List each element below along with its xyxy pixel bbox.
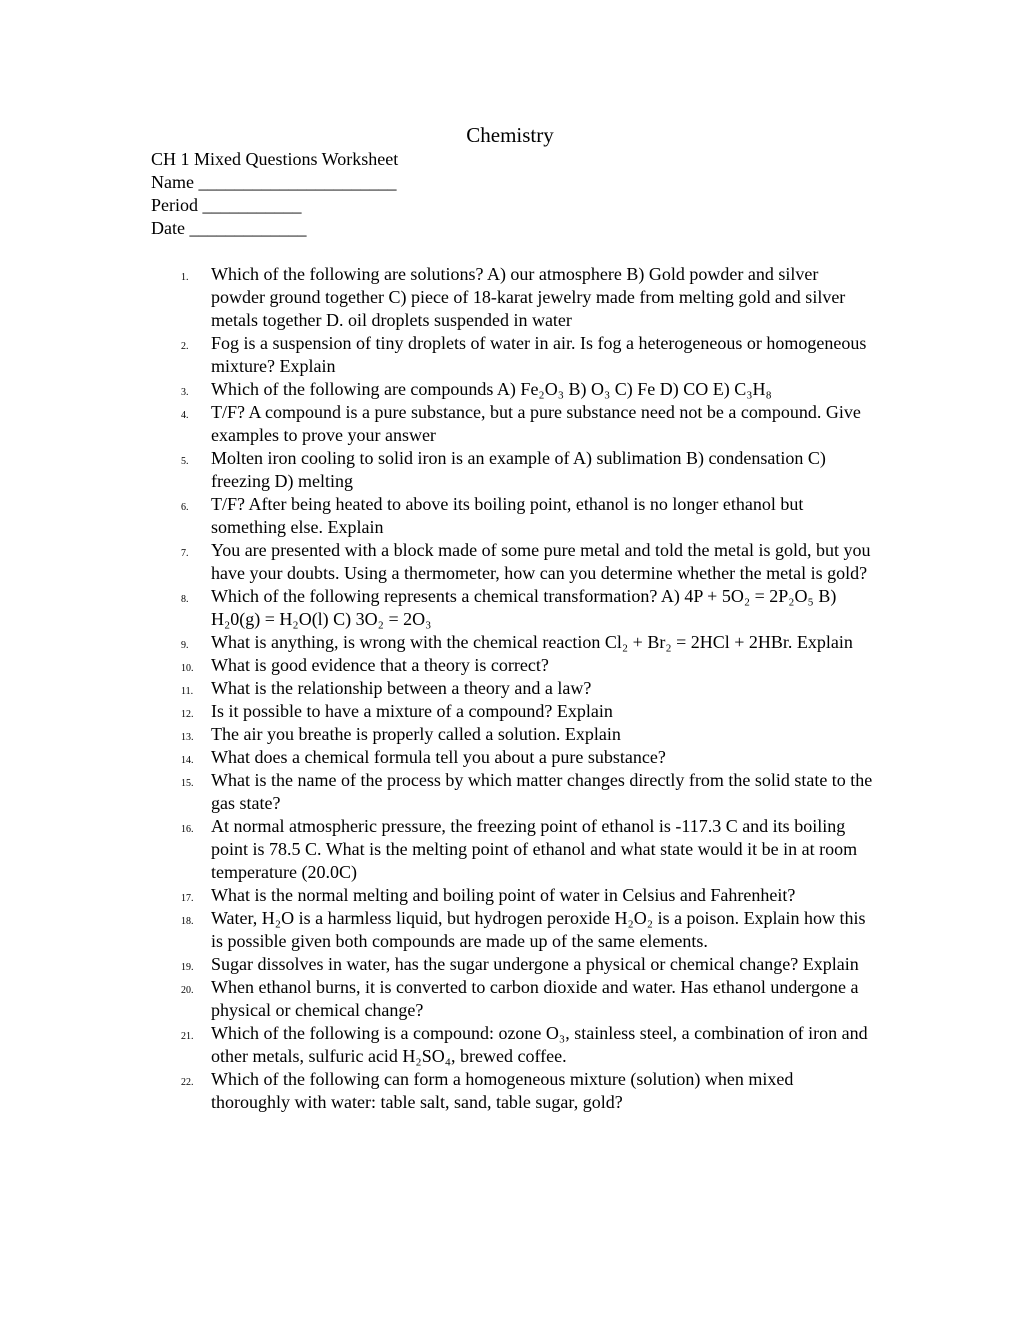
question-number: 8. [181, 594, 189, 605]
question-item [0, 401, 876, 447]
question-item [0, 976, 876, 1022]
question-number: 3. [181, 387, 189, 398]
worksheet-subtitle: CH 1 Mixed Questions Worksheet [151, 149, 399, 169]
question-item [0, 263, 876, 332]
question-text: Which of the following are compounds A) Fe₂O₃ B) O₃ C) Fe D) CO E) C₃H₈ [211, 379, 772, 399]
question-number: 11. [181, 686, 194, 697]
date-line: Date _____________ [151, 218, 307, 238]
question-text: Which of the following are solutions? A) our atmosphere B) Gold powder and silver powder ground together C) piece of 18-karat jewelry made from melting gold and silver metals together D. oil droplets suspended in water [211, 264, 846, 330]
question-text: T/F? A compound is a pure substance, but a pure substance need not be a compound. Give examples to prove your answer [211, 402, 861, 445]
question-number: 18. [181, 916, 194, 927]
question-item [0, 677, 876, 700]
question-text: Is it possible to have a mixture of a compound? Explain [211, 701, 613, 721]
question-number: 10. [181, 663, 194, 674]
question-text: What is anything, is wrong with the chemical reaction Cl₂ + Br₂ = 2HCl + 2HBr. Explain [211, 632, 853, 652]
question-text: What is good evidence that a theory is correct? [211, 655, 549, 675]
question-item [0, 539, 876, 585]
question-number: 14. [181, 755, 194, 766]
question-text: What does a chemical formula tell you about a pure substance? [211, 747, 666, 767]
question-number: 13. [181, 732, 194, 743]
question-number: 12. [181, 709, 194, 720]
question-item [0, 1068, 876, 1114]
question-item [0, 631, 876, 654]
question-number: 1. [181, 272, 189, 283]
question-item [0, 723, 876, 746]
question-number: 21. [181, 1031, 194, 1042]
period-line: Period ___________ [151, 195, 302, 215]
question-item [0, 907, 876, 953]
question-text: Water, H₂O is a harmless liquid, but hydrogen peroxide H₂O₂ is a poison. Explain how this is possible given both compounds are made up of the same elements. [211, 908, 866, 951]
question-number: 20. [181, 985, 194, 996]
question-text: What is the normal melting and boiling point of water in Celsius and Fahrenheit? [211, 885, 796, 905]
question-number: 19. [181, 962, 194, 973]
question-item [0, 332, 876, 378]
question-item [0, 1022, 876, 1068]
question-number: 6. [181, 502, 189, 513]
question-text: Molten iron cooling to solid iron is an example of A) sublimation B) condensation C) freezing D) melting [211, 448, 826, 491]
question-number: 9. [181, 640, 189, 651]
question-number: 7. [181, 548, 189, 559]
question-text: T/F? After being heated to above its boiling point, ethanol is no longer ethanol but something else. Explain [211, 494, 804, 537]
question-text: What is the name of the process by which matter changes directly from the solid state to the gas state? [211, 770, 873, 813]
question-text: What is the relationship between a theory and a law? [211, 678, 592, 698]
question-text: At normal atmospheric pressure, the freezing point of ethanol is -117.3 C and its boiling point is 78.5 C. What is the melting point of ethanol and what state would it be in at room temperature (20.0C) [211, 816, 858, 882]
name-line: Name ______________________ [151, 172, 397, 192]
question-number: 17. [181, 893, 194, 904]
worksheet-header [151, 148, 398, 240]
question-item [0, 493, 876, 539]
question-text: Which of the following can form a homogeneous mixture (solution) when mixed thoroughly with water: table salt, sand, table sugar, gold? [211, 1069, 794, 1112]
question-number: 16. [181, 824, 194, 835]
question-text: Which of the following represents a chemical transformation? A) 4P + 5O₂ = 2P₂O₅ B) H₂0(g) = H₂O(l) C) 3O₂ = 2O₃ [211, 586, 837, 629]
question-number: 22. [181, 1077, 194, 1088]
question-text: When ethanol burns, it is converted to carbon dioxide and water. Has ethanol undergone a physical or chemical change? [211, 977, 859, 1020]
question-text: Which of the following is a compound: ozone O₃, stainless steel, a combination of iron and other metals, sulfuric acid H₂SO₄, brewed coffee. [211, 1023, 868, 1066]
question-number: 15. [181, 778, 194, 789]
question-number: 2. [181, 341, 189, 352]
question-item [0, 953, 876, 976]
page-title: Chemistry [466, 123, 554, 147]
question-number: 4. [181, 410, 189, 421]
question-list [0, 263, 1020, 1114]
question-number: 5. [181, 456, 189, 467]
question-item [0, 585, 876, 631]
question-item [0, 654, 876, 677]
question-item [0, 746, 876, 769]
question-item [0, 378, 876, 401]
question-text: Sugar dissolves in water, has the sugar undergone a physical or chemical change? Explain [211, 954, 859, 974]
question-item [0, 447, 876, 493]
question-item [0, 769, 876, 815]
question-item [0, 884, 876, 907]
question-text: Fog is a suspension of tiny droplets of water in air. Is fog a heterogeneous or homogeneous mixture? Explain [211, 333, 867, 376]
question-text: You are presented with a block made of some pure metal and told the metal is gold, but you have your doubts. Using a thermometer, how can you determine whether the metal is gold? [211, 540, 871, 583]
question-item [0, 700, 876, 723]
question-text: The air you breathe is properly called a solution. Explain [211, 724, 621, 744]
question-item [0, 815, 876, 884]
